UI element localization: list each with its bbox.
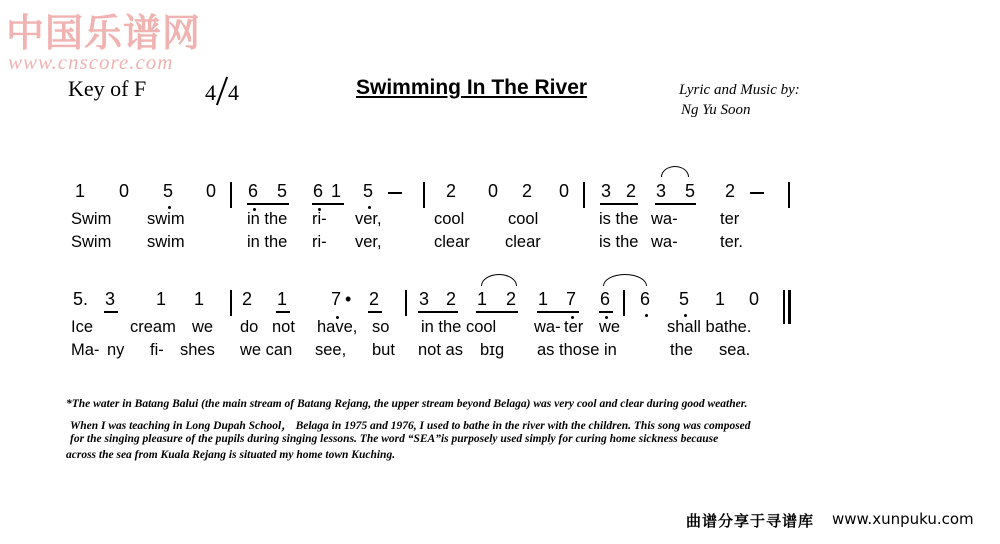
note: 5 (685, 181, 696, 201)
lyric-word: have, (317, 318, 358, 336)
lyric-word: ver, (355, 210, 382, 228)
bar-line (583, 182, 585, 208)
final-bar-thick (788, 290, 791, 324)
slur (661, 166, 689, 177)
note: 5 (363, 181, 374, 201)
note: 6 (248, 181, 259, 201)
lyric-word: as those in (537, 341, 617, 359)
eighth-underline (476, 311, 518, 313)
note: 1 (715, 289, 726, 309)
lyric-word: cool (508, 210, 539, 228)
lyric-word: but (372, 341, 395, 359)
watermark-url: www.cnscore.com (8, 50, 174, 74)
low-octave-dot (168, 206, 171, 209)
lyric-word: not as (418, 341, 463, 359)
lyric-word: ver, (355, 233, 382, 251)
eighth-underline (655, 203, 696, 205)
lyric-word: wa- (651, 210, 678, 228)
hold-dash (388, 192, 402, 194)
bar-line (405, 290, 407, 316)
lyric-word: Ma- (71, 341, 100, 359)
eighth-underline (312, 203, 344, 205)
lyric-word: shall bathe. (667, 318, 752, 336)
bar-line (230, 182, 232, 208)
low-octave-dot (645, 314, 648, 317)
time-signature-slash (216, 77, 228, 106)
note: 0 (119, 181, 130, 201)
song-title: Swimming In The River (356, 76, 588, 99)
lyric-word: wa- (651, 233, 678, 251)
lyric-word: see, (315, 341, 347, 359)
lyric-word: we (599, 318, 621, 336)
note: 1 (75, 181, 86, 201)
lyric-word: bɪg (480, 341, 505, 359)
bar-line (788, 182, 790, 208)
time-signature-bottom: 4 (228, 80, 239, 105)
note: 1 (331, 181, 342, 201)
note: 7 (331, 289, 342, 309)
eighth-underline (104, 311, 118, 313)
lyric-word: is the (599, 233, 639, 251)
note: 2 (446, 181, 457, 201)
note: 0 (559, 181, 570, 201)
note: 6 (640, 289, 651, 309)
bar-line (230, 290, 232, 316)
lyric-word: ri- (312, 233, 327, 251)
bar-line (423, 182, 425, 208)
slur (481, 274, 517, 286)
low-octave-dot (368, 206, 371, 209)
lyric-word: swim (147, 210, 185, 228)
lyric-word: is the (599, 210, 639, 228)
footnote-line: When I was teaching in Long Dupah School， Belaga in 1975 and 1976, I used to bathe in the river with the children. This song was composed (70, 420, 751, 432)
lyric-word: in the (247, 210, 288, 228)
eighth-underline (247, 203, 289, 205)
lyric-word: clear (505, 233, 541, 251)
note: 1 (156, 289, 167, 309)
share-credit: 曲谱分享于寻谱库 (686, 512, 815, 530)
lyric-word: Ice (71, 318, 94, 336)
lyric-word: Swim (71, 233, 112, 251)
dot-mark: • (345, 289, 352, 309)
key-signature: Key of F (68, 76, 147, 101)
lyric-word: so (372, 318, 390, 336)
note: 5 (277, 181, 288, 201)
note: 1 (277, 289, 288, 309)
note: 5 (163, 181, 174, 201)
lyric-word: wa- (534, 318, 561, 336)
note: 6 (313, 181, 324, 201)
lyric-word: ter. (720, 233, 743, 251)
lyric-word: ter (564, 318, 584, 336)
note: 1 (477, 289, 488, 309)
lyric-word: ny (107, 341, 125, 359)
lyric-word: shes (180, 341, 215, 359)
lyric-word: in the (247, 233, 288, 251)
lyric-word: fi- (150, 341, 164, 359)
eighth-underline (418, 311, 458, 313)
eighth-underline (599, 311, 613, 313)
note: 1 (538, 289, 549, 309)
credit-label: Lyric and Music by: (679, 82, 800, 98)
time-signature-top: 4 (205, 80, 216, 105)
final-bar-thin (783, 290, 785, 324)
lyric-word: sea. (719, 341, 751, 359)
lyric-word: clear (434, 233, 470, 251)
eighth-underline (537, 311, 579, 313)
hold-dash (750, 192, 764, 194)
note: 2 (242, 289, 253, 309)
lyric-word: in the cool (421, 318, 497, 336)
note: 3 (656, 181, 667, 201)
slur (603, 274, 647, 286)
lyric-word: cream (130, 318, 176, 336)
low-octave-dot (684, 314, 687, 317)
note: 0 (488, 181, 499, 201)
note: 0 (206, 181, 217, 201)
time-signature (205, 76, 239, 106)
note: 0 (749, 289, 760, 309)
note: 2 (506, 289, 517, 309)
note: 2 (522, 181, 533, 201)
note: 3 (419, 289, 430, 309)
lyric-word: swim (147, 233, 185, 251)
eighth-underline (600, 203, 638, 205)
note: 2 (725, 181, 736, 201)
note: 3 (105, 289, 116, 309)
lyric-word: we can (240, 341, 293, 359)
eighth-underline (276, 311, 290, 313)
bar-line (623, 290, 625, 316)
lyric-word: we (192, 318, 214, 336)
note: 7 (566, 289, 577, 309)
lyric-word: the (670, 341, 693, 359)
note: 5 (679, 289, 690, 309)
lyric-word: Swim (71, 210, 112, 228)
note: 6 (600, 289, 611, 309)
note: 2 (446, 289, 457, 309)
composer-name: Ng Yu Soon (681, 102, 751, 118)
lyric-word: do (240, 318, 259, 336)
note: 1 (194, 289, 205, 309)
footnote-line: for the singing pleasure of the pupils during singing lessons. The word “SEA”is purposely used simply for curing home sickness because (70, 433, 719, 445)
note: 2 (626, 181, 637, 201)
footnote-line: across the sea from Kuala Rejang is situated my home town Kuching. (66, 449, 396, 461)
watermark-logo: 中国乐谱网 (6, 10, 202, 55)
lyric-word: cool (434, 210, 465, 228)
note: 2 (369, 289, 380, 309)
eighth-underline (368, 311, 382, 313)
note: 5. (73, 289, 89, 309)
lyric-word: ter (720, 210, 740, 228)
footnote-line: *The water in Batang Balui (the main stream of Batang Rejang, the upper stream beyond Belaga) was very cool and clear during good weather. (66, 398, 748, 410)
footer-url[interactable]: www.xunpuku.com (832, 510, 974, 528)
note: 3 (601, 181, 612, 201)
lyric-word: ri- (312, 210, 327, 228)
lyric-word: not (272, 318, 295, 336)
